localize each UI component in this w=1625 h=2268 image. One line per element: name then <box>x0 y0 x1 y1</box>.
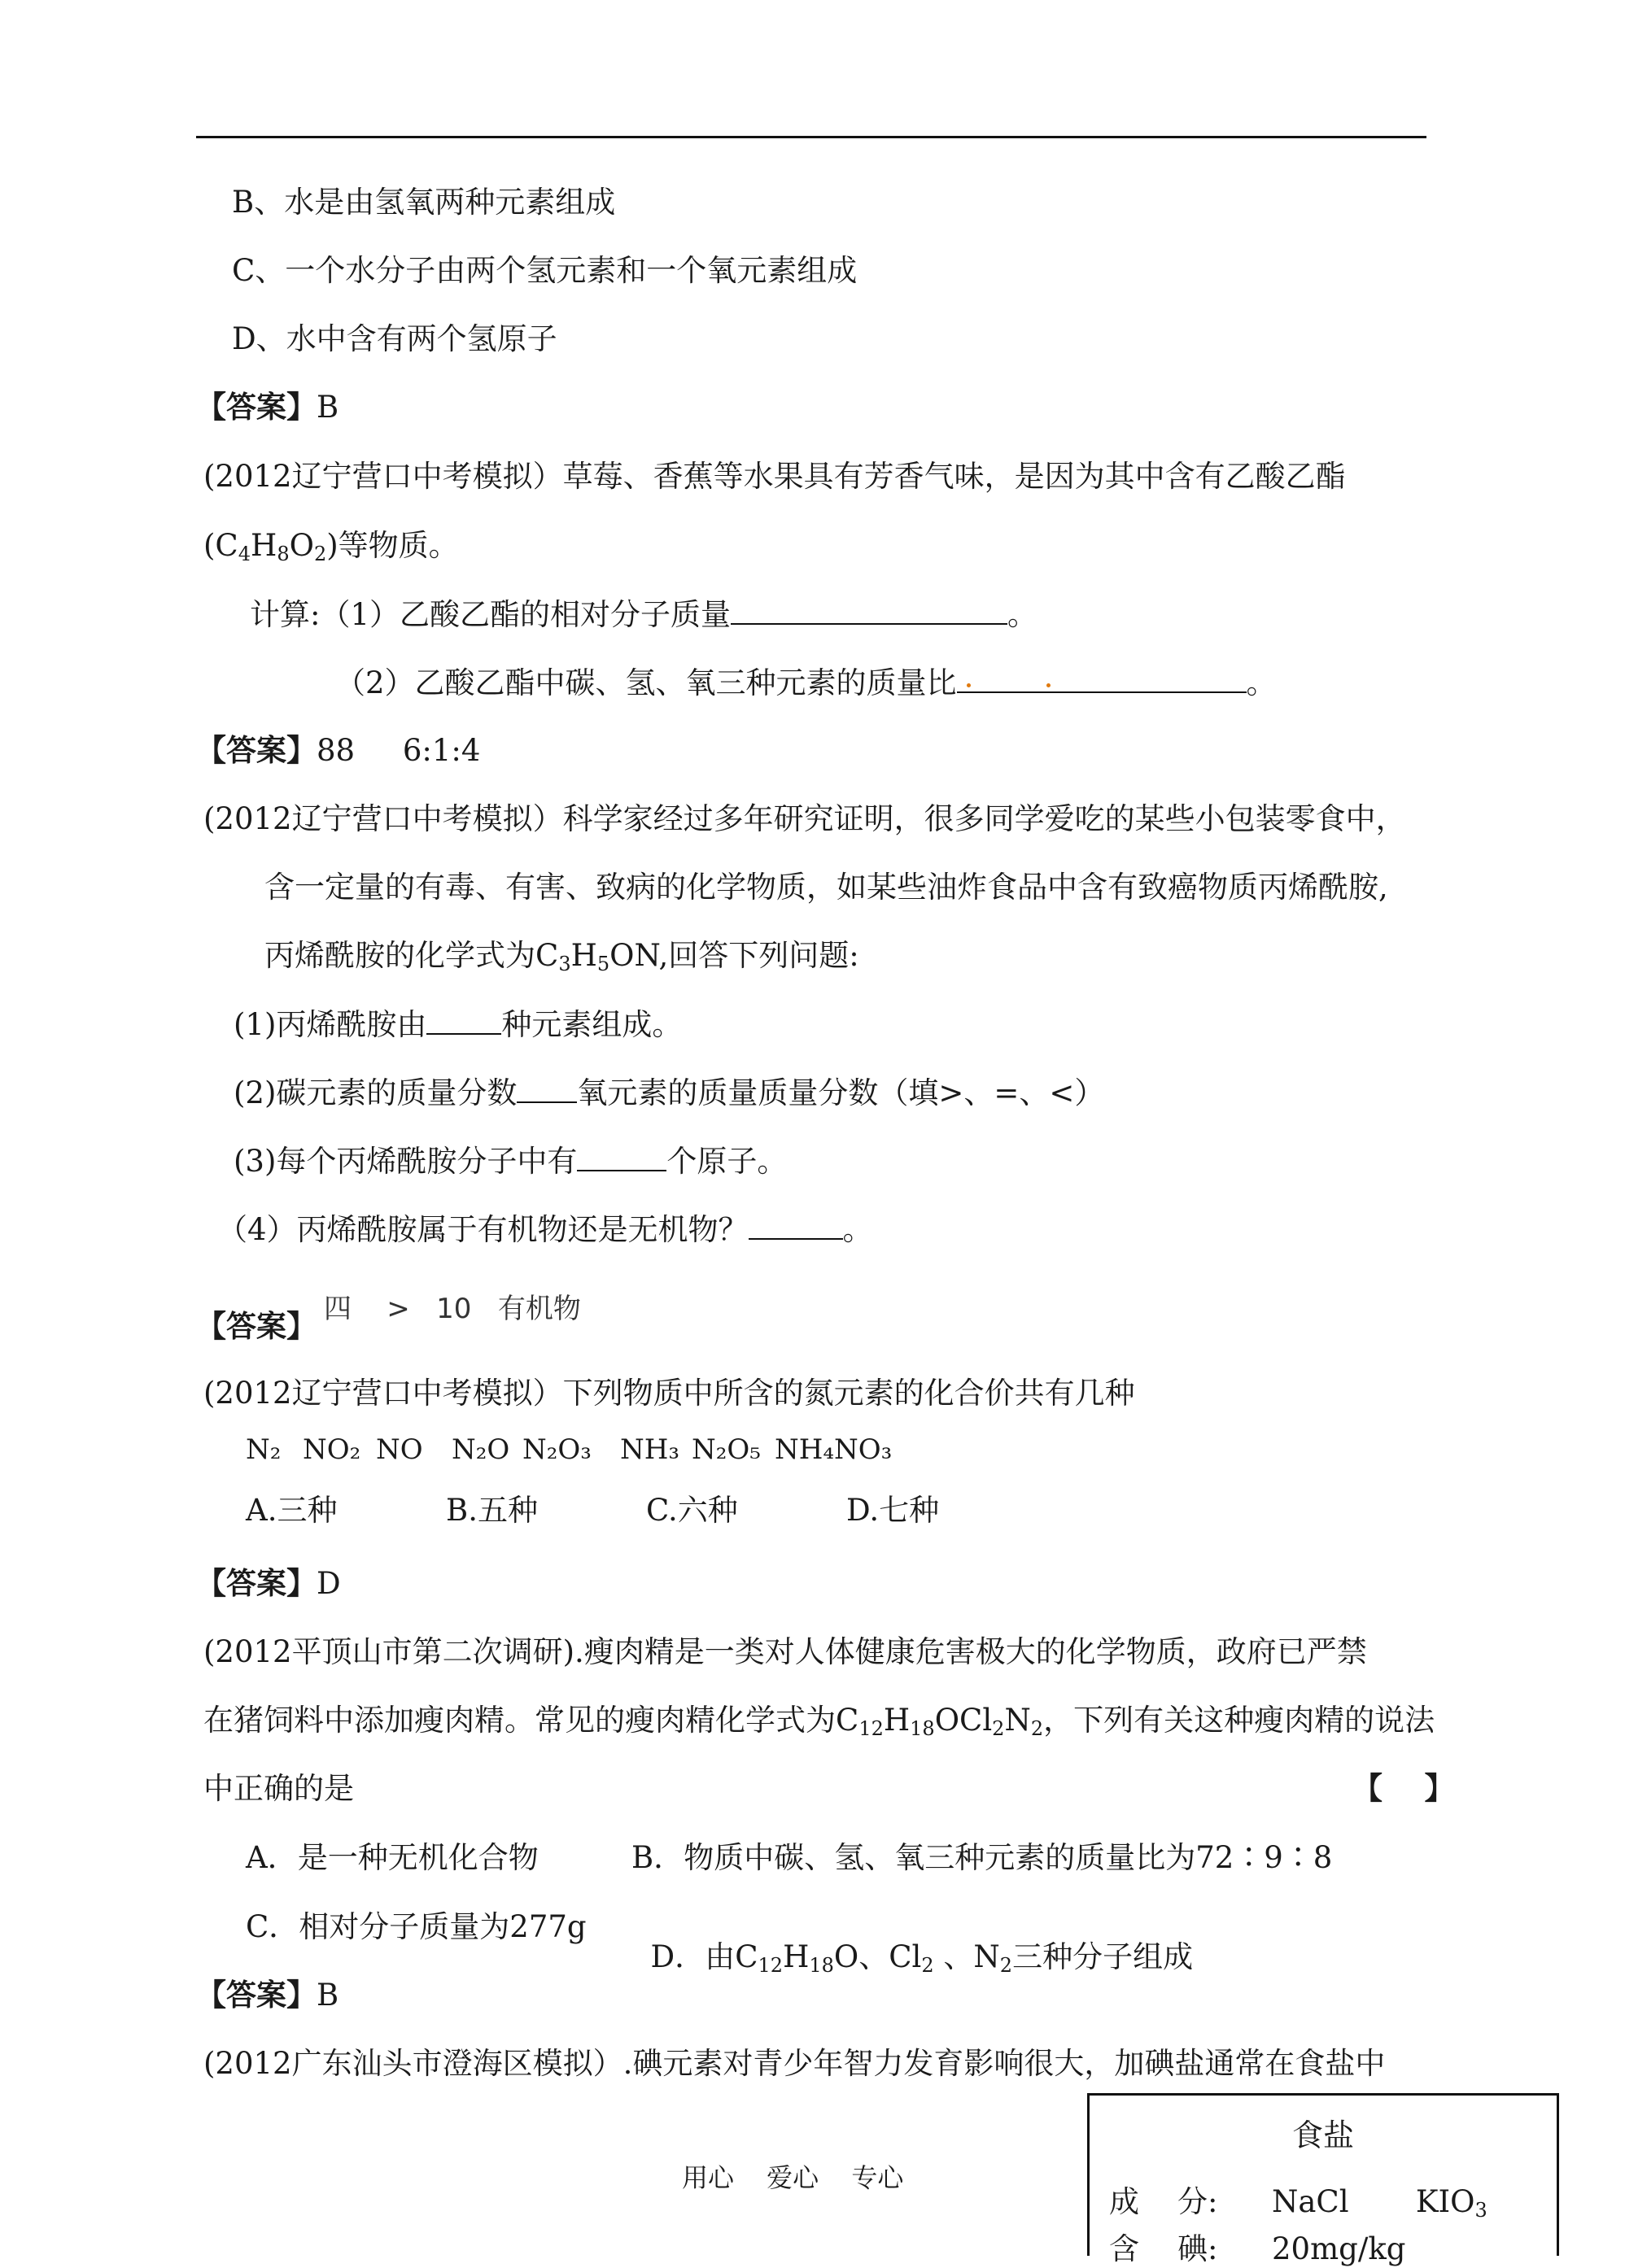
question-5-option-d: D．由$C_{12}H_{18}O$、$Cl_2$ 、$N_2$三种分子组成 <box>650 1939 1194 1977</box>
question-2-calc-2: （2）乙酸乙酯中碳、氢、氧三种元素的质量比 。 <box>335 665 1277 700</box>
option-item: B.五种 <box>446 1493 538 1528</box>
answer-3-value: 四 > 10 有机物 <box>324 1293 581 1325</box>
formula-item: NO₂ <box>303 1433 361 1466</box>
answer-blank <box>517 1077 577 1103</box>
answer-value: B <box>317 390 339 425</box>
question-3-line-3: 丙烯酰胺的化学式为$C_3H_5ON$,回答下列问题: <box>264 938 859 975</box>
answer-blank <box>957 667 1247 693</box>
salt-label-box <box>1087 2093 1559 2266</box>
question-5-option-a: A．是一种无机化合物 <box>246 1840 539 1875</box>
header-rule <box>196 136 1426 138</box>
question-4-line-1: (2012辽宁营口中考模拟）下列物质中所含的氮元素的化合价共有几种 <box>203 1376 1135 1411</box>
option-item: C.六种 <box>646 1493 738 1528</box>
option-b: B、水是由氢氧两种元素组成 <box>232 185 616 220</box>
question-2-calc-1: 计算:（1）乙酸乙酯的相对分子质量 。 <box>250 597 1038 632</box>
formula-item: N₂O₃ <box>522 1433 592 1466</box>
question-5-line-2: 在猪饲料中添加瘦肉精。常见的瘦肉精化学式为$C_{12}H_{18}OCl_2N_2$，下列有关这种瘦肉精的说法 <box>203 1703 1435 1740</box>
option-c: C、一个水分子由两个氢元素和一个氧元素组成 <box>232 253 858 288</box>
formula-item: N₂O₅ <box>692 1433 761 1466</box>
question-5-line-1: (2012平顶山市第二次调研).瘦肉精是一类对人体健康危害极大的化学物质，政府已严禁 <box>203 1634 1367 1669</box>
salt-label-row-iodine: 含 碘: 20mg/kg <box>1109 2231 1406 2266</box>
answer-blank <box>731 599 1007 625</box>
answer-3: 【答案】 <box>196 1308 317 1344</box>
question-3-sub-4: （4）丙烯酰胺属于有机物还是无机物？ 。 <box>217 1212 873 1247</box>
question-5-option-c: C．相对分子质量为277g <box>246 1909 587 1944</box>
question-3-line-1: (2012辽宁营口中考模拟）科学家经过多年研究证明，很多同学爱吃的某些小包装零食中， <box>203 801 1406 836</box>
formula-item: NH₄NO₃ <box>775 1433 893 1466</box>
salt-label-title: 食盐 <box>1291 2118 1354 2153</box>
question-3-sub-3: (3)每个丙烯酰胺分子中有 个原子。 <box>234 1144 788 1179</box>
option-item: A.三种 <box>246 1493 338 1528</box>
answer-1 <box>196 389 339 425</box>
option-d: D、水中含有两个氢原子 <box>232 321 557 356</box>
formula-item: N₂O <box>452 1433 510 1466</box>
question-3-sub-1: (1)丙烯酰胺由 种元素组成。 <box>234 1007 683 1042</box>
question-6-line-1: (2012广东汕头市澄海区模拟）.碘元素对青少年智力发育影响很大，加碘盐通常在食盐中 <box>203 2046 1386 2081</box>
answer-label: 【答案】 <box>196 389 317 425</box>
salt-label-row-ingredients: 成 分: NaCl $KIO_3$ <box>1109 2184 1487 2222</box>
question-2-line-1: (2012辽宁营口中考模拟）草莓、香蕉等水果具有芳香气味，是因为其中含有乙酸乙酯 <box>203 459 1346 494</box>
question-5-option-b: B．物质中碳、氢、氧三种元素的质量比为72∶9∶8 <box>631 1840 1333 1875</box>
formula-item: N₂ <box>246 1433 282 1466</box>
answer-4: 【答案】D <box>196 1565 341 1601</box>
answer-blank <box>577 1145 666 1171</box>
page-footer: 用心 爱心 专心 <box>682 2162 904 2193</box>
formula-item: NO <box>376 1433 423 1466</box>
answer-blank <box>426 1009 501 1035</box>
question-3-sub-2: (2)碳元素的质量分数 氧元素的质量质量分数（填>、=、<） <box>234 1075 1105 1110</box>
question-5-line-3: 中正确的是 <box>203 1771 354 1806</box>
answer-blank <box>749 1214 843 1240</box>
question-2-line-2: $(C_4H_8O_2)$等物质。 <box>203 528 459 565</box>
formula-item: NH₃ <box>620 1433 680 1466</box>
answer-2: 【答案】88 6:1:4 <box>196 732 481 768</box>
answer-5: 【答案】B <box>196 1977 339 2013</box>
option-item: D.七种 <box>846 1493 940 1528</box>
answer-bracket: 【 】 <box>1352 1770 1455 1806</box>
question-3-line-2: 含一定量的有毒、有害、致病的化学物质，如某些油炸食品中含有致癌物质丙烯酰胺, <box>264 870 1388 905</box>
